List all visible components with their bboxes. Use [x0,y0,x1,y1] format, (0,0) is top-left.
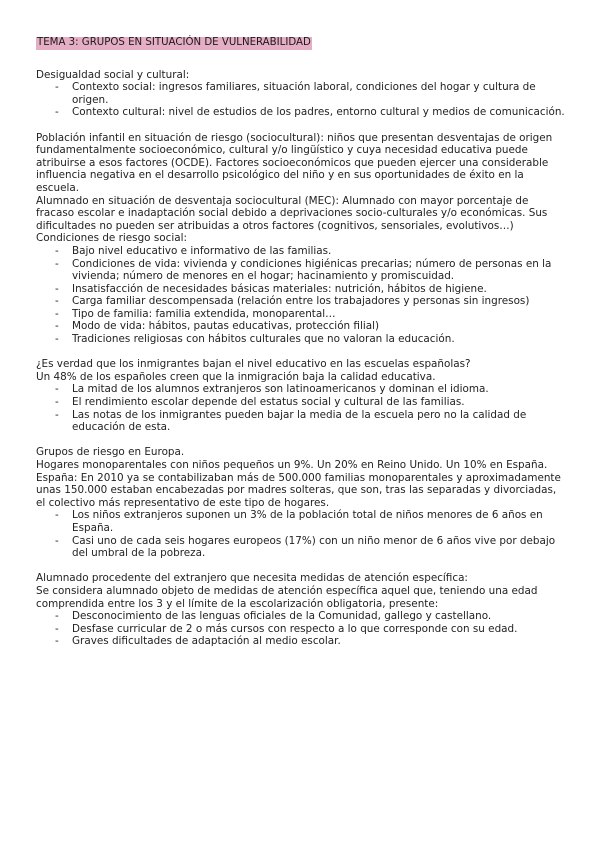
list-item: - Insatisfacción de necesidades básicas materiales: nutrición, hábitos de higiene. [36,283,566,296]
list-item: - Bajo nivel educativo e informativo de las familias. [36,245,566,258]
list-item: - Graves dificultades de adaptación al medio escolar. [36,635,566,648]
page-title: TEMA 3: GRUPOS EN SITUACIÓN DE VULNERABILIDAD [37,37,311,48]
list-item: - Desconocimiento de las lenguas oficiales de la Comunidad, gallego y castellano. [36,610,566,623]
paragraph: España: En 2010 ya se contabilizaban más de 500.000 familias monoparentales y aproximadamente unas 150.000 estaban encabezadas por madres solteras, que son, tras las separadas y divorciadas, el colectivo más representativo de este tipo de hogares. [36,471,561,509]
list-item: - El rendimiento escolar depende del estatus social y cultural de las familias. [36,396,566,409]
bullet-list [36,509,566,559]
document-content [36,36,566,648]
list-item: - Los niños extranjeros suponen un 3% de la población total de niños menores de 6 años en España. [36,509,566,534]
section-heading: Desigualdad social y cultural: [36,68,190,81]
list-item: - Tradiciones religiosas con hábitos culturales que no valoran la educación. [36,333,566,346]
list-item: - Tipo de familia: familia extendida, monoparental… [36,308,566,321]
list-item: - Las notas de los inmigrantes pueden bajar la media de la escuela pero no la calidad de educación de esta. [36,409,566,434]
paragraph: Población infantil en situación de riesgo (sociocultural): niños que presentan desventajas de origen fundamentalmente socioeconómico, cultural y/o lingüístico y cuya necesidad educativa puede atribuirse a esos factores (OCDE). Factores socioeconómicos que pueden ejercer una considerable influencia negativa en el desarrollo psicológico del niño y en sus oportunidades de éxito en la escuela. [36,131,553,194]
list-item: - Carga familiar descompensada (relación entre los trabajadores y personas sin ingresos) [36,295,566,308]
paragraph: ¿Es verdad que los inmigrantes bajan el nivel educativo en las escuelas españolas? [36,358,471,371]
paragraph: Se considera alumnado objeto de medidas de atención específica aquel que, teniendo una edad comprendida entre los 3 y el límite de la escolarización obligatoria, presente: [36,584,538,610]
paragraph: Hogares monoparentales con niños pequeños un 9%. Un 20% en Reino Unido. Un 10% en España. [36,459,548,471]
bullet-list [36,610,566,648]
bullet-list [36,245,566,346]
list-item: - Desfase curricular de 2 o más cursos con respecto a lo que corresponde con su edad. [36,623,566,636]
list-item: - Contexto cultural: nivel de estudios de los padres, entorno cultural y medios de comunicación. [36,106,566,119]
bullet-list [36,383,566,433]
bullet-list [36,81,566,119]
list-item: - Modo de vida: hábitos, pautas educativas, protección filial) [36,320,566,333]
paragraph: Alumnado en situación de desventaja sociocultural (MEC): Alumnado con mayor porcentaje de fracaso escolar e inadaptación social debido a deprivaciones socio-culturales y/o económicas. Sus dificultades no pueden ser atribuidas a otros factores (cognitivos, sensoriales, evolutivos…) [36,194,548,232]
list-item: - Casi uno de cada seis hogares europeos (17%) con un niño menor de 6 años vive por debajo del umbral de la pobreza. [36,535,566,560]
section-heading: Condiciones de riesgo social: [36,232,187,245]
section-heading: Alumnado procedente del extranjero que necesita medidas de atención específica: [36,572,468,585]
paragraph: Un 48% de los españoles creen que la inmigración baja la calidad educativa. [36,370,436,383]
list-item: - Contexto social: ingresos familiares, situación laboral, condiciones del hogar y cultura de origen. [36,81,566,106]
list-item: - Condiciones de vida: vivienda y condiciones higiénicas precarias; número de personas en la vivienda; número de menores en el hogar; hacinamiento y promiscuidad. [36,258,566,283]
section-heading: Grupos de riesgo en Europa. [36,446,185,459]
list-item: - La mitad de los alumnos extranjeros son latinoamericanos y dominan el idioma. [36,383,566,396]
